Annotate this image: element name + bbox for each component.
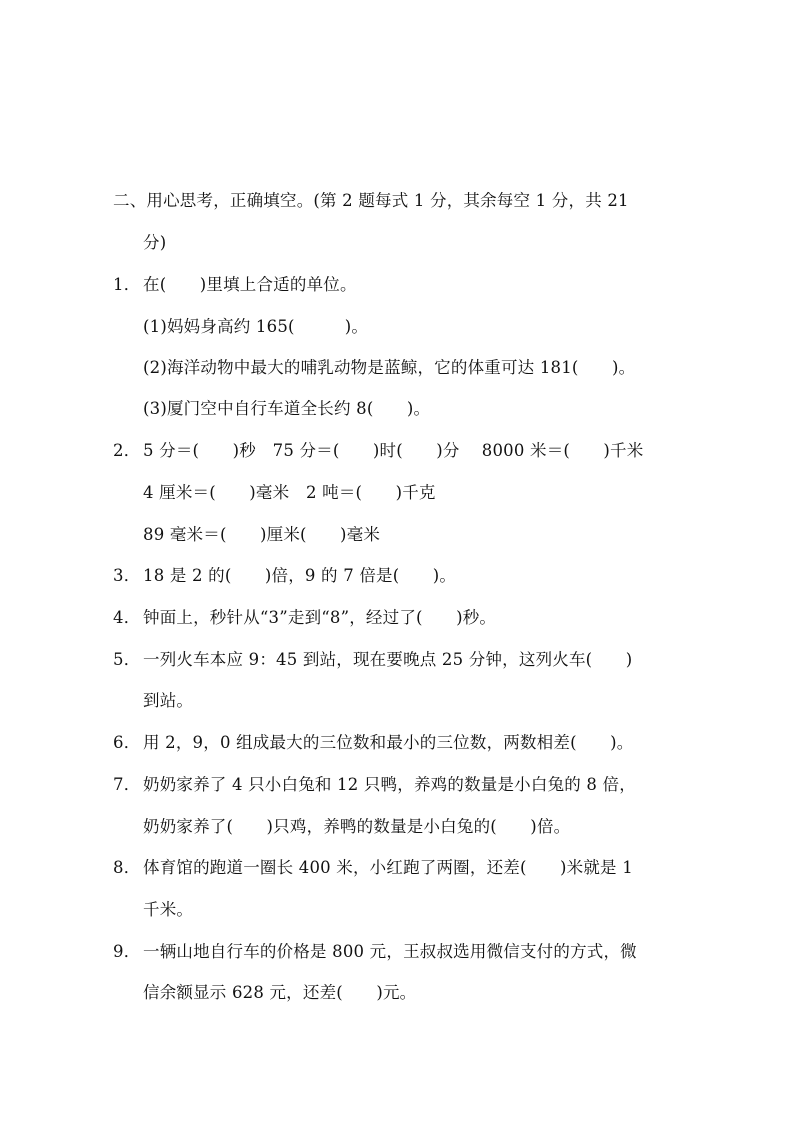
question-text: 在( )里填上合适的单位。 <box>143 275 357 294</box>
question-3 <box>113 565 456 587</box>
question-1-part-3: (3)厦门空中自行车道全长约 8( )。 <box>143 399 431 418</box>
question-number: 3． <box>113 566 141 585</box>
section-heading: 二、用心思考，正确填空。(第 2 题每式 1 分，其余每空 1 分，共 21 <box>113 191 629 210</box>
question-8 <box>113 857 633 879</box>
question-7-line-2: 奶奶家养了( )只鸡，养鸭的数量是小白兔的( )倍。 <box>143 817 571 836</box>
question-number: 5． <box>113 650 141 669</box>
question-text: 一辆山地自行车的价格是 800 元，王叔叔选用微信支付的方式，微 <box>143 942 637 961</box>
question-9-line-2: 信余额显示 628 元，还差( )元。 <box>143 983 417 1002</box>
question-text: 用 2，9，0 组成最大的三位数和最小的三位数，两数相差( )。 <box>143 733 634 752</box>
question-5-line-2: 到站。 <box>143 691 194 710</box>
question-number: 7． <box>113 775 141 794</box>
question-1-part-1: (1)妈妈身高约 165( )。 <box>143 317 369 336</box>
question-1 <box>113 274 357 296</box>
question-1-part-2: (2)海洋动物中最大的哺乳动物是蓝鲸，它的体重可达 181( )。 <box>143 358 636 377</box>
question-text: 一列火车本应 9：45 到站，现在要晚点 25 分钟，这列火车( ) <box>143 650 633 669</box>
question-number: 4． <box>113 608 141 627</box>
question-number: 8． <box>113 858 141 877</box>
question-number: 1． <box>113 275 141 294</box>
question-text: 18 是 2 的( )倍，9 的 7 倍是( )。 <box>143 566 457 585</box>
question-text: 5 分＝( )秒 75 分＝( )时( )分 8000 米＝( )千米 <box>143 441 644 460</box>
question-text: 体育馆的跑道一圈长 400 米，小红跑了两圈，还差( )米就是 1 <box>143 858 633 877</box>
question-text: 钟面上，秒针从“3”走到“8”，经过了( )秒。 <box>143 608 497 627</box>
question-8-line-2: 千米。 <box>143 900 194 919</box>
question-number: 6． <box>113 733 141 752</box>
question-number: 9． <box>113 942 141 961</box>
question-4 <box>113 607 496 629</box>
question-2-line-3: 89 毫米＝( )厘米( )毫米 <box>143 525 381 544</box>
question-7 <box>113 774 636 796</box>
question-6 <box>113 732 633 754</box>
question-2 <box>113 440 643 462</box>
question-2-line-2: 4 厘米＝( )毫米 2 吨＝( )千克 <box>143 483 436 502</box>
question-number: 2． <box>113 441 141 460</box>
question-9 <box>113 941 637 963</box>
question-text: 奶奶家养了 4 只小白兔和 12 只鸭，养鸡的数量是小白兔的 8 倍， <box>143 775 636 794</box>
question-5 <box>113 649 632 671</box>
section-heading-continued: 分) <box>143 233 167 252</box>
